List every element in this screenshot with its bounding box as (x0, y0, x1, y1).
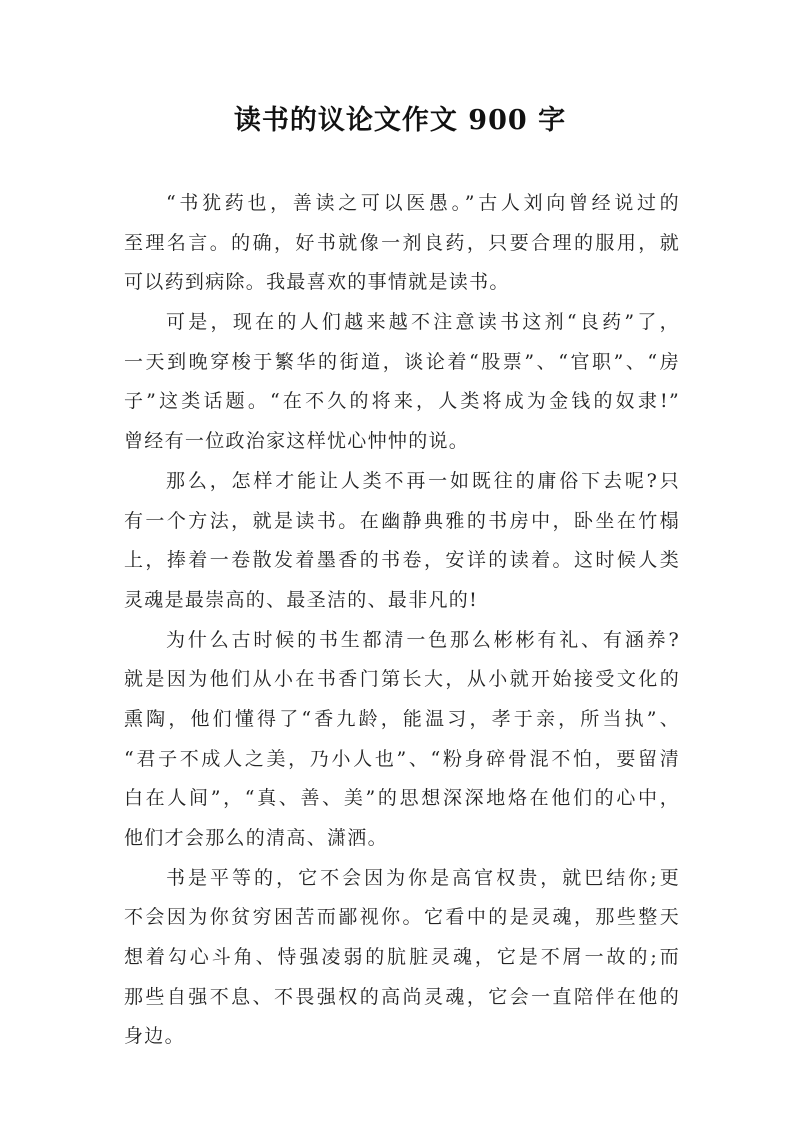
document-body (124, 184, 680, 1057)
document-title: 读书的议论文作文 900 字 (233, 105, 567, 136)
paragraph-line: “书犹药也，善读之可以医愚。”古人刘向曾经说过的 (166, 192, 680, 214)
paragraph-line: 一天到晚穿梭于繁华的街道，谈论着“股票”、“官职”、“房 (124, 350, 680, 373)
paragraph-line: 就是因为他们从小在书香门第长大，从小就开始接受文化的 (124, 668, 680, 691)
paragraph-line: 熏陶，他们懂得了“香九龄，能温习，孝于亲，所当执”、 (124, 707, 680, 730)
paragraph-line: 白在人间”，“真、善、美”的思想深深地烙在他们的心中， (124, 787, 680, 810)
paragraph-line: 上，捧着一卷散发着墨香的书卷，安详的读着。这时候人类 (124, 549, 680, 572)
paragraph-line: 曾经有一位政治家这样忧心忡忡的说。 (124, 430, 470, 453)
paragraph-line: 子”这类话题。“在不久的将来，人类将成为金钱的奴隶!” (124, 390, 680, 413)
paragraph-line: 为什么古时候的书生都清一色那么彬彬有礼、有涵养? (166, 628, 680, 651)
paragraph-line: 灵魂是最崇高的、最圣洁的、最非凡的! (124, 588, 479, 611)
paragraph-line: 至理名言。的确，好书就像一剂良药，只要合理的服用，就 (124, 231, 680, 254)
paragraph (124, 859, 680, 1057)
paragraph-line: 有一个方法，就是读书。在幽静典雅的书房中，卧坐在竹榻 (124, 509, 680, 532)
paragraph (124, 462, 680, 621)
paragraph (124, 621, 680, 859)
paragraph-line: 想着勾心斗角、恃强凌弱的肮脏灵魂，它是不屑一故的;而 (124, 946, 680, 969)
paragraph-line: 他们才会那么的清高、潇洒。 (124, 827, 388, 849)
paragraph-line: 那些自强不息、不畏强权的高尚灵魂，它会一直陪伴在他的 (124, 985, 680, 1008)
paragraph-line: 书是平等的，它不会因为你是高官权贵，就巴结你;更 (166, 866, 680, 889)
paragraph-line: 那么，怎样才能让人类不再一如既往的庸俗下去呢?只 (166, 469, 680, 492)
paragraph (124, 303, 680, 462)
paragraph-line: “君子不成人之美，乃小人也”、“粉身碎骨混不怕，要留清 (124, 747, 680, 770)
paragraph-line: 身边。 (124, 1025, 185, 1048)
paragraph (124, 184, 680, 303)
paragraph-line: 可是，现在的人们越来越不注意读书这剂“良药”了， (166, 311, 680, 334)
paragraph-line: 可以药到病除。我最喜欢的事情就是读书。 (124, 271, 510, 294)
paragraph-line: 不会因为你贫穷困苦而鄙视你。它看中的是灵魂，那些整天 (124, 906, 680, 929)
